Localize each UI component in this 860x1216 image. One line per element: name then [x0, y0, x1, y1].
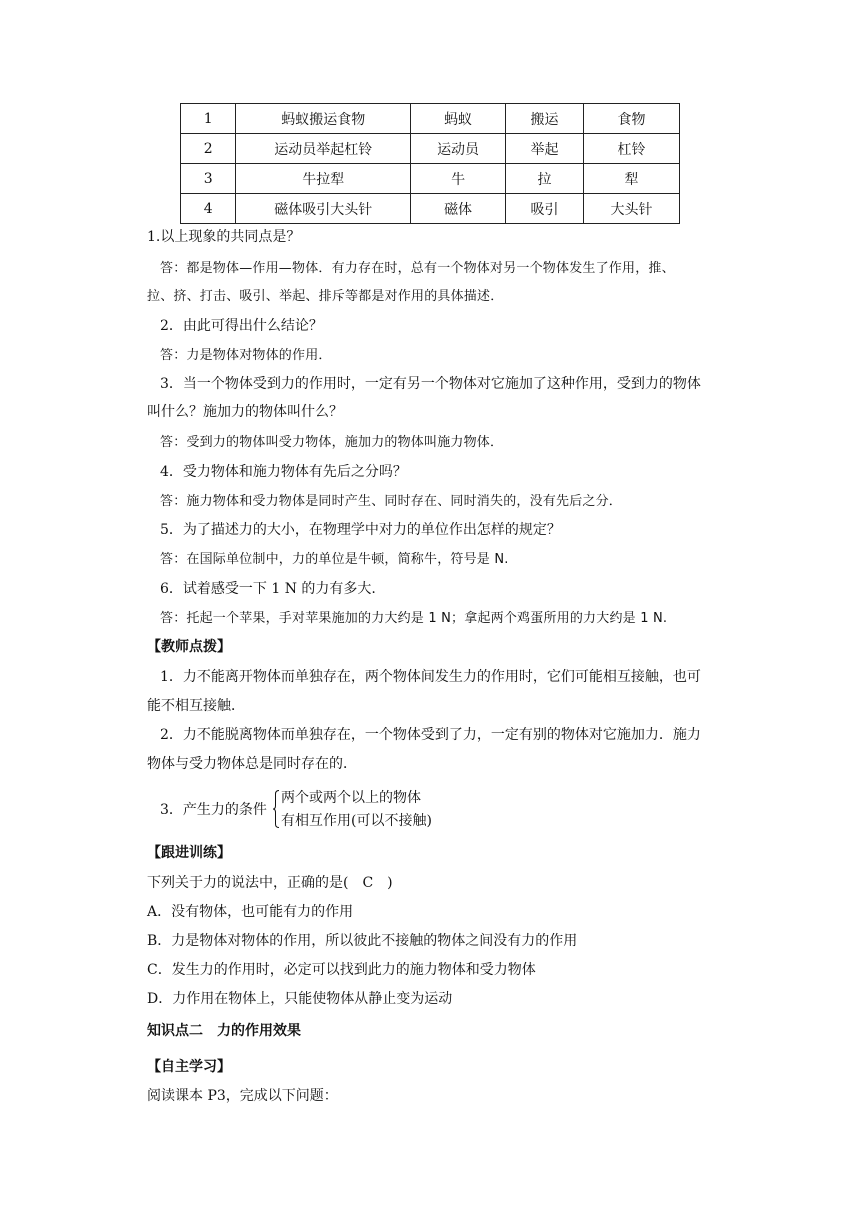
teacher-tips-heading: 【教师点拨】	[147, 639, 231, 655]
table-cell-index: 1	[181, 104, 236, 134]
table-cell-index: 4	[181, 194, 236, 224]
table-cell-index: 3	[181, 164, 236, 194]
question-4: 4．受力物体和施力物体有先后之分吗？	[160, 464, 407, 480]
table-cell-exerting-object: 运动员	[411, 134, 506, 164]
question-3-continued: 叫什么？施加力的物体叫什么？	[147, 404, 343, 420]
section-2-title: 知识点二 力的作用效果	[147, 1023, 301, 1039]
examples-table	[180, 103, 680, 224]
table-cell-index: 2	[181, 134, 236, 164]
table-row	[181, 104, 680, 134]
question-3: 3．当一个物体受到力的作用时，一定有另一个物体对它施加了这种作用，受到力的物体	[160, 376, 701, 392]
teacher-tip-1-continued: 能不相互接触．	[147, 698, 245, 714]
table-cell-receiving-object: 食物	[584, 104, 680, 134]
practice-option-b: B．力是物体对物体的作用，所以彼此不接触的物体之间没有力的作用	[147, 933, 578, 949]
answer-6: 答：托起一个苹果，手对苹果施加的力大约是 1 N；拿起两个鸡蛋所用的力大约是 1 N.	[160, 611, 668, 626]
table-cell-phenomenon: 蚂蚁搬运食物	[236, 104, 411, 134]
table-cell-action: 举起	[506, 134, 584, 164]
table-cell-action: 拉	[506, 164, 584, 194]
self-study-heading: 【自主学习】	[147, 1059, 231, 1075]
table-row	[181, 134, 680, 164]
curly-brace-icon	[273, 790, 279, 828]
condition-option-2: 有相互作用(可以不接触)	[281, 813, 432, 829]
table-cell-exerting-object: 蚂蚁	[411, 104, 506, 134]
question-1: 1.以上现象的共同点是？	[147, 229, 301, 245]
answer-3: 答：受到力的物体叫受力物体，施加力的物体叫施力物体．	[160, 435, 504, 450]
practice-option-c: C．发生力的作用时，必定可以找到此力的施力物体和受力物体	[147, 962, 536, 978]
question-5: 5．为了描述力的大小，在物理学中对力的单位作出怎样的规定？	[160, 522, 561, 538]
table-cell-exerting-object: 牛	[411, 164, 506, 194]
table-row	[181, 194, 680, 224]
table-cell-action: 搬运	[506, 104, 584, 134]
question-6: 6．试着感受一下 1 N 的力有多大.	[160, 581, 376, 597]
table-cell-phenomenon: 磁体吸引大头针	[236, 194, 411, 224]
teacher-tip-1: 1．力不能离开物体而单独存在，两个物体间发生力的作用时，它们可能相互接触，也可	[160, 669, 701, 685]
table-cell-receiving-object: 杠铃	[584, 134, 680, 164]
answer-5: 答：在国际单位制中，力的单位是牛顿，简称牛，符号是 N.	[160, 552, 509, 567]
table-row	[181, 164, 680, 194]
reading-instruction: 阅读课本 P3，完成以下问题：	[147, 1088, 338, 1104]
answer-2: 答：力是物体对物体的作用．	[160, 348, 332, 363]
table-cell-exerting-object: 磁体	[411, 194, 506, 224]
condition-option-1: 两个或两个以上的物体	[281, 790, 421, 806]
answer-1-continued: 拉、挤、打击、吸引、举起、排斥等都是对作用的具体描述．	[147, 289, 504, 304]
table-cell-receiving-object: 大头针	[584, 194, 680, 224]
teacher-tip-2: 2．力不能脱离物体而单独存在，一个物体受到了力，一定有别的物体对它施加力．施力	[160, 727, 701, 743]
teacher-tip-2-continued: 物体与受力物体总是同时存在的．	[147, 756, 357, 772]
practice-option-a: A．没有物体，也可能有力的作用	[147, 904, 354, 920]
answer-1: 答：都是物体—作用—物体．有力存在时，总有一个物体对另一个物体发生了作用，推、	[160, 261, 675, 276]
table-cell-phenomenon: 牛拉犁	[236, 164, 411, 194]
practice-question: 下列关于力的说法中，正确的是( C )	[147, 875, 393, 891]
table-cell-receiving-object: 犁	[584, 164, 680, 194]
question-2: 2．由此可得出什么结论？	[160, 318, 323, 334]
table-cell-action: 吸引	[506, 194, 584, 224]
answer-4: 答：施力物体和受力物体是同时产生、同时存在、同时消失的，没有先后之分．	[160, 494, 623, 509]
practice-option-d: D．力作用在物体上，只能使物体从静止变为运动	[147, 991, 453, 1007]
practice-heading: 【跟进训练】	[147, 845, 231, 861]
conditions-lead: 3．产生力的条件	[160, 802, 267, 818]
table-cell-phenomenon: 运动员举起杠铃	[236, 134, 411, 164]
